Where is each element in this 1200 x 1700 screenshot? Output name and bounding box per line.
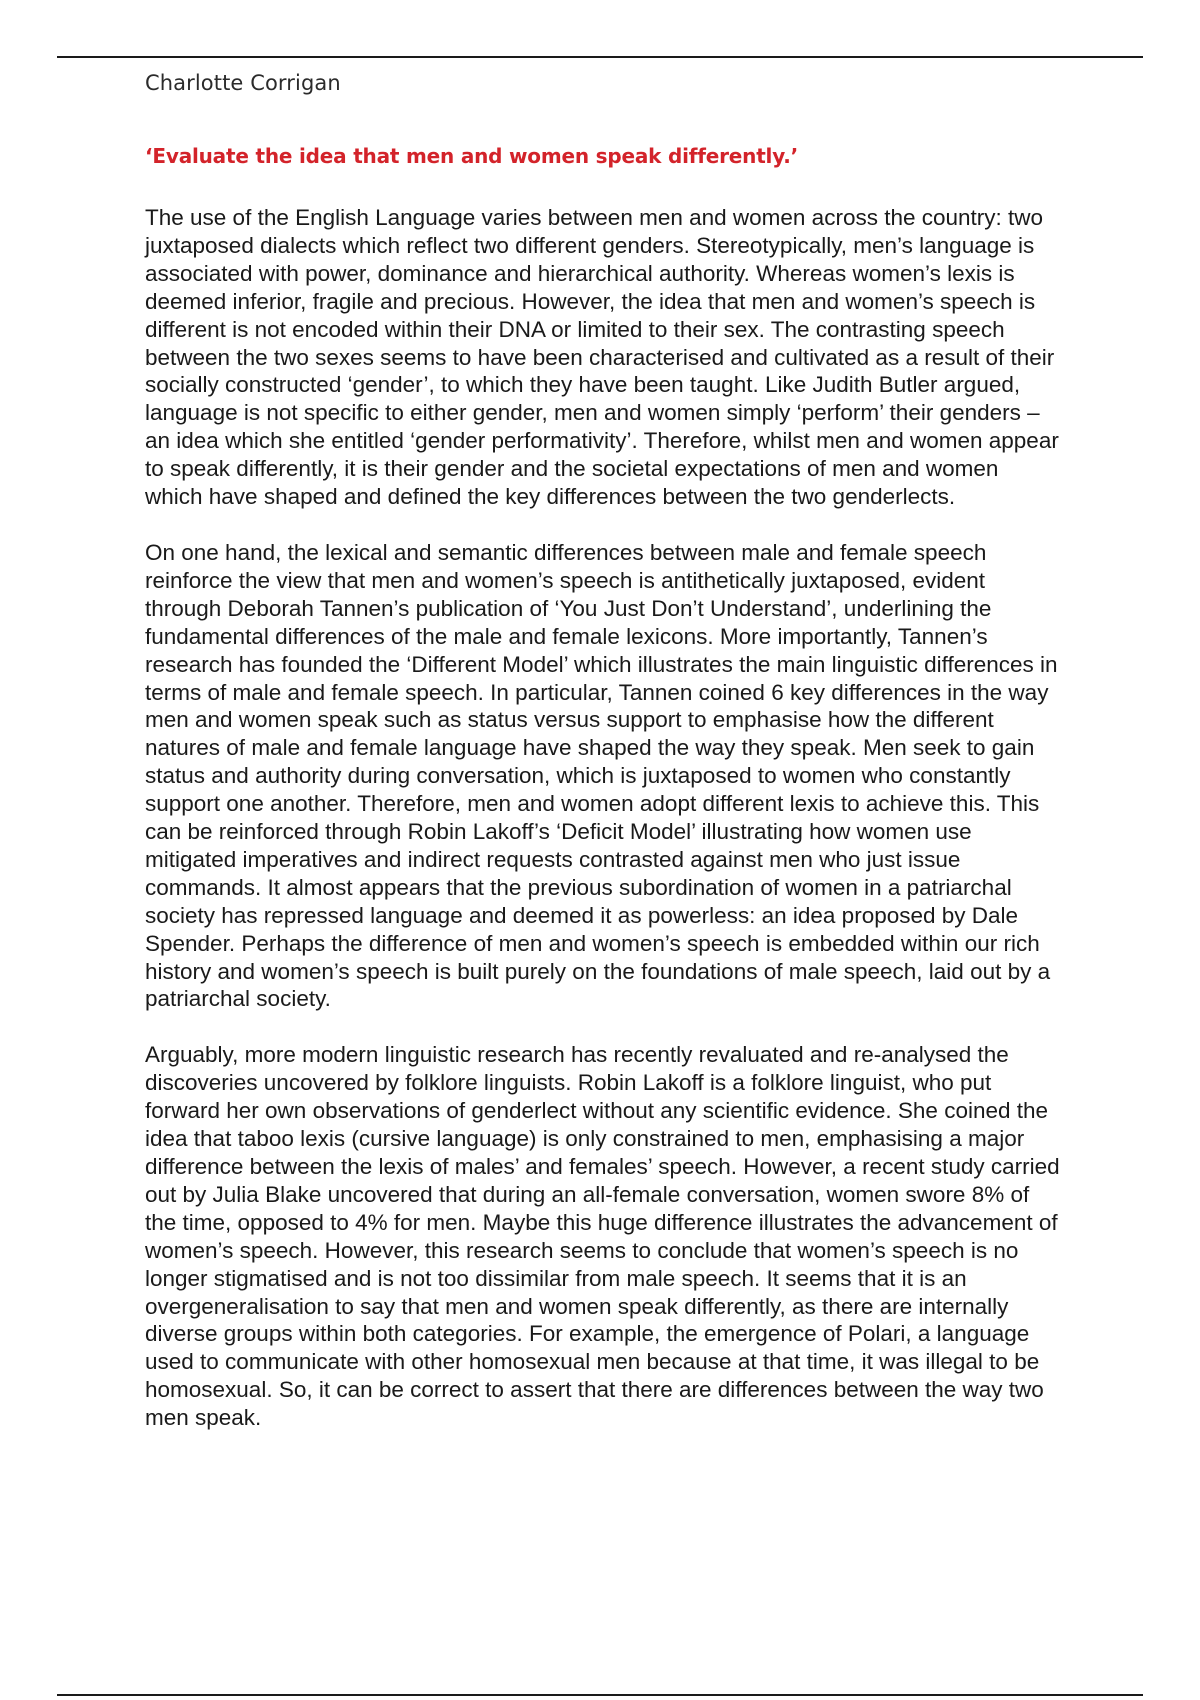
author-name: Charlotte Corrigan [145, 71, 341, 95]
paragraph-tannen-lakoff: On one hand, the lexical and semantic differences between male and female speech reinforce the view that men and women’s speech is antithetically juxtaposed, evident through Deborah Tannen’s publication of ‘You Just Don’t Understand’, underlining the fundamental differences of the male and female lexicons. More importantly, Tannen’s research has founded the ‘Different Model’ which illustrates the main linguistic differences in terms of male and female speech. In particular, Tannen coined 6 key differences in the way men and women speak such as status versus support to emphasise how the different natures of male and female language have shaped the way they speak. Men seek to gain status and authority during conversation, which is juxtaposed to women who constantly support one another. Therefore, men and women adopt different lexis to achieve this. This can be reinforced through Robin Lakoff’s ‘Deficit Model’ illustrating how women use mitigated imperatives and indirect requests contrasted against men who just issue commands. It almost appears that the previous subordination of women in a patriarchal society has repressed language and deemed it as powerless: an idea proposed by Dale Spender. Perhaps the difference of men and women’s speech is embedded within our rich history and women’s speech is built purely on the foundations of male speech, laid out by a patriarchal society. [145, 539, 1058, 1012]
footer-rule [57, 1694, 1143, 1696]
header-rule [57, 56, 1143, 58]
essay-body [145, 204, 1060, 1460]
essay-title: ‘Evaluate the idea that men and women speak differently.’ [145, 144, 799, 168]
paragraph-modern-research: Arguably, more modern linguistic research has recently revaluated and re-analysed the discoveries uncovered by folklore linguists. Robin Lakoff is a folklore linguist, who put forward her own observations of genderlect without any scientific evidence. She coined the idea that taboo lexis (cursive language) is only constrained to men, emphasising a major difference between the lexis of males’ and females’ speech. However, a recent study carried out by Julia Blake uncovered that during an all-female conversation, women swore 8% of the time, opposed to 4% for men. Maybe this huge difference illustrates the advancement of women’s speech. However, this research seems to conclude that women’s speech is no longer stigmatised and is not too dissimilar from male speech. It seems that it is an overgeneralisation to say that men and women speak differently, as there are internally diverse groups within both categories. For example, the emergence of Polari, a language used to communicate with other homosexual men because at that time, it was illegal to be homosexual. So, it can be correct to assert that there are differences between the way two men speak. [145, 1042, 1060, 1431]
paragraph-introduction: The use of the English Language varies between men and women across the country: two juxtaposed dialects which reflect two different genders. Stereotypically, men’s language is associated with power, dominance and hierarchical authority. Whereas women’s lexis is deemed inferior, fragile and precious. However, the idea that men and women’s speech is different is not encoded within their DNA or limited to their sex. The contrasting speech between the two sexes seems to have been characterised and cultivated as a result of their socially constructed ‘gender’, to which they have been taught. Like Judith Butler argued, language is not specific to either gender, men and women simply ‘perform’ their genders – an idea which she entitled ‘gender performativity’. Therefore, whilst men and women appear to speak differently, it is their gender and the societal expectations of men and women which have shaped and defined the key differences between the two genderlects. [145, 205, 1059, 510]
